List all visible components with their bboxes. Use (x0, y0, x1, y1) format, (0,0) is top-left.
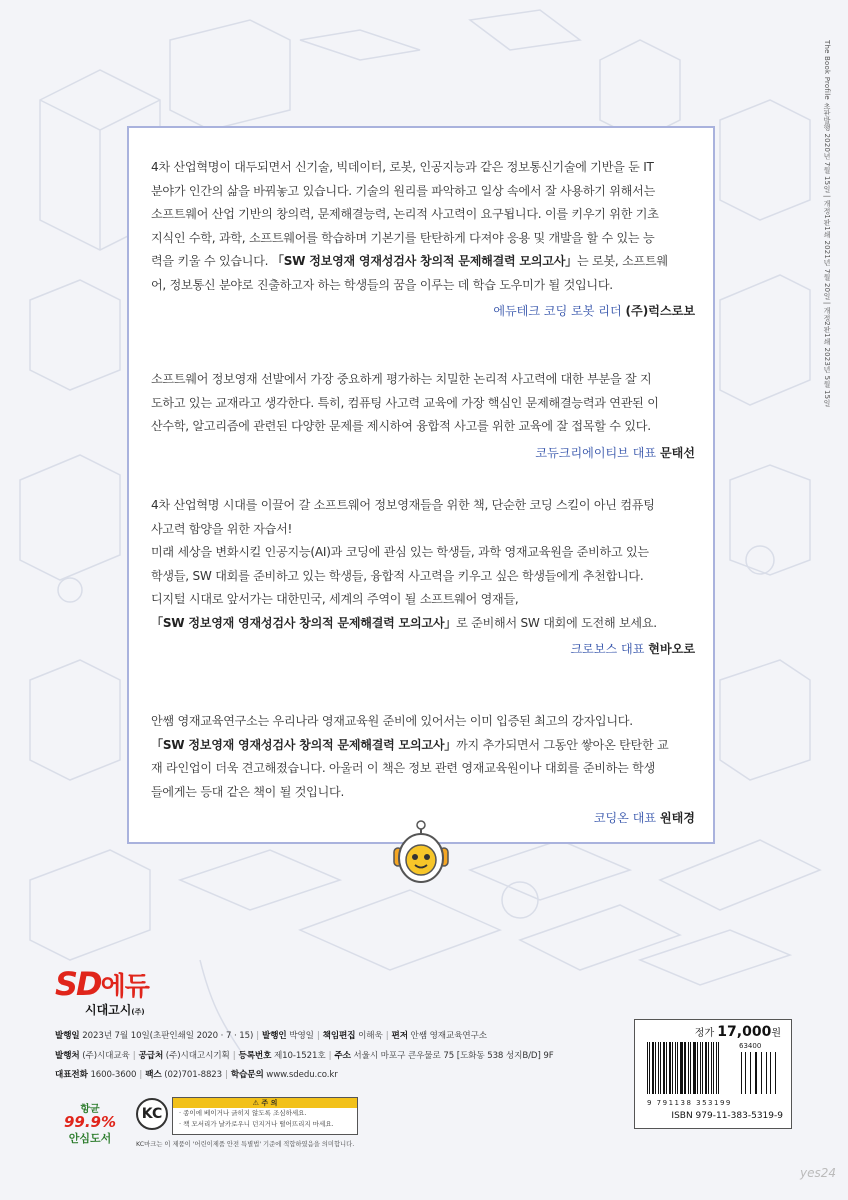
text-segment: 력을 키울 수 있습니다. (151, 254, 272, 268)
barcode-icon (645, 1042, 781, 1097)
text-line (151, 156, 695, 180)
text-segment: 소프트웨어 정보영재 선발에서 가장 중요하게 평가하는 치밀한 논리적 사고력에 대한 부분을 잘 지 (151, 372, 652, 386)
recommendation-frame (127, 126, 715, 844)
barcode-bar (655, 1042, 656, 1094)
barcode-bar (677, 1042, 678, 1094)
barcode-bar (700, 1042, 701, 1094)
barcode-bar (663, 1042, 665, 1094)
separator: | (232, 1050, 236, 1061)
text-segment: 미래 세상을 변화시킬 인공지능(AI)과 코딩에 관심 있는 학생들, 과학 영재교육원을 준비하고 있는 (151, 545, 649, 559)
text-line (151, 392, 695, 416)
publication-row-1 (55, 1027, 554, 1047)
recommendation-text (151, 494, 695, 635)
isbn: ISBN 979-11-383-5319-9 (671, 1111, 783, 1121)
text-segment: 지식인 수학, 과학, 소프트웨어를 학습하며 기본기를 탄탄하게 다져야 응용 및 개발을 할 수 있는 능 (151, 230, 655, 245)
recommender-signature (151, 302, 695, 319)
barcode-bar (750, 1052, 751, 1094)
text-line (151, 415, 695, 439)
book-title-text: 「SW 정보영재 영재성검사 창의적 문제해결력 모의고사」 (271, 254, 577, 268)
text-line (151, 518, 695, 542)
publication-info (55, 1027, 554, 1086)
separator: | (256, 1031, 259, 1041)
antibacterial-badge (55, 1100, 125, 1148)
barcode-bar (755, 1052, 757, 1094)
text-line (151, 180, 695, 204)
kc-mark-icon: KC (136, 1098, 168, 1130)
text-segment: 사고력 함양을 위한 자습서! (151, 521, 293, 536)
barcode-bar (675, 1042, 676, 1094)
book-title-text: 「SW 정보영재 영재성검사 창의적 문제해결력 모의고사」 (151, 615, 457, 630)
barcode-bar (716, 1042, 717, 1094)
barcode-bar (745, 1052, 746, 1094)
info-key: 발행일 (55, 1031, 80, 1041)
robot-mascot-icon (386, 820, 456, 890)
barcode-bar (705, 1042, 707, 1094)
info-value: (주)시대교육 (79, 1050, 130, 1061)
caution-title: ⚠ 주 의 (173, 1098, 357, 1108)
info-key: 팩스 (145, 1070, 162, 1080)
badge-line-1: 항균 (80, 1104, 100, 1115)
barcode-bar (761, 1052, 762, 1094)
info-key: 등록번호 (238, 1050, 272, 1061)
barcode-bar (660, 1042, 661, 1094)
text-line (151, 781, 695, 805)
info-value: www.sdedu.co.kr (263, 1070, 338, 1080)
price-label: 정가 (694, 1028, 715, 1039)
recommender-name: (주)럭스로보 (625, 304, 695, 318)
publication-row-3 (55, 1066, 554, 1086)
text-segment: 안쌤 영재교육연구소는 우리나라 영재교육원 준비에 있어서는 이미 입증된 최고의 강자입니다. (151, 714, 633, 728)
text-segment: 도하고 있는 교재라고 생각한다. 특히, 컴퓨팅 사고력 교육에 가장 핵심인 문제해결능력과 연관된 이 (151, 395, 659, 410)
recommender-role: 코듀크리에이티브 대표 (535, 445, 657, 460)
barcode-bar (713, 1042, 714, 1094)
recommender-name: 문태선 (659, 445, 695, 460)
separator: | (139, 1070, 143, 1080)
text-line (151, 612, 695, 636)
info-value: (주)시대고시기획 (163, 1050, 230, 1061)
logo-sd: SD (55, 965, 101, 1003)
text-segment: 어, 정보통신 분야로 진출하고자 하는 학생들의 꿈을 이루는 데 학습 도우미가 될 것입니다. (151, 277, 613, 292)
text-segment: 는 로봇, 소프트웨 (577, 254, 668, 268)
info-key: 공급처 (138, 1050, 164, 1061)
barcode-bar (718, 1042, 719, 1094)
info-value: 1600-3600 (87, 1070, 137, 1080)
caution-item-2: · 책 모서리가 날카로우니 던지거나 떨어뜨리지 마세요. (179, 1120, 334, 1128)
separator: | (328, 1050, 332, 1061)
barcode-bar (658, 1042, 659, 1094)
text-line (151, 368, 695, 392)
text-segment: 학생들, SW 대회를 준비하고 있는 학생들, 융합적 사고력을 키우고 싶은 학생들에게 추천합니다. (151, 568, 644, 583)
text-segment: 재 라인업이 더욱 견고해졌습니다. 아울러 이 책은 정보 관련 영재교육원이나 대회를 준비하는 학생 (151, 761, 656, 775)
info-key: 발행인 (262, 1031, 287, 1041)
info-value: 박영일 (286, 1031, 314, 1041)
watermark: yes24 (800, 1166, 837, 1180)
recommender-name: 현바오로 (648, 642, 695, 656)
text-line (151, 227, 695, 251)
barcode-bar (680, 1042, 683, 1094)
barcode-bar (690, 1042, 691, 1094)
barcode-bar (672, 1042, 673, 1094)
recommender-name: 원태경 (659, 811, 695, 825)
text-segment: 로 준비해서 SW 대회에 도전해 보세요. (456, 615, 657, 630)
price (695, 1024, 781, 1040)
info-key: 학습문의 (230, 1070, 264, 1080)
barcode-bar (770, 1052, 771, 1094)
info-value: 안쌤 영재교육연구소 (407, 1031, 487, 1041)
recommendation-text (151, 156, 695, 297)
info-value: (02)701-8823 (161, 1070, 223, 1080)
recommender-role: 에듀테크 코딩 로봇 리더 (493, 304, 622, 318)
badge-line-3: 안심도서 (68, 1132, 112, 1145)
separator: | (132, 1050, 136, 1061)
recommendation-section-3 (151, 494, 695, 657)
text-segment: 4차 산업혁명 시대를 이끌어 갈 소프트웨어 정보영재들을 위한 책, 단순한 코딩 스킬이 아닌 컴퓨팅 (151, 498, 655, 512)
barcode-bar (697, 1042, 698, 1094)
text-line (151, 541, 695, 565)
text-segment: 4차 산업혁명이 대두되면서 신기술, 빅데이터, 로봇, 인공지능과 같은 정보통신기술에 기반을 둔 IT (151, 160, 654, 174)
text-line (151, 710, 695, 734)
text-line (151, 203, 695, 227)
recommender-role: 크로보스 대표 (570, 642, 645, 656)
barcode-bar (702, 1042, 703, 1094)
recommendation-text (151, 710, 695, 804)
barcode-bar (711, 1042, 712, 1094)
barcode-bar (741, 1052, 742, 1094)
text-segment: 들에게는 등대 같은 책이 될 것입니다. (151, 784, 345, 799)
recommendation-section-1 (151, 156, 695, 319)
price-barcode-box (634, 1019, 792, 1129)
barcode-bar (652, 1042, 654, 1094)
caution-box (172, 1097, 358, 1135)
info-value: 제10-1521호 (271, 1050, 326, 1061)
barcode-digits: 9 791138 353199 (647, 1099, 732, 1107)
text-segment: 까지 추가되면서 그동안 쌓아온 탄탄한 교 (456, 737, 669, 752)
info-key: 대표전화 (55, 1070, 88, 1080)
kc-note: KC마크는 이 제품이 '어린이제품 안전 특별법' 기준에 적합하였음을 의미합니다. (136, 1141, 355, 1148)
barcode-addon: 63400 (739, 1042, 762, 1050)
info-value: 서울시 마포구 큰우물로 75 [도화동 538 성지B/D] 9F (350, 1050, 554, 1061)
recommendation-section-2 (151, 368, 695, 461)
logo-edu: 에듀 (100, 972, 149, 1002)
recommender-signature (151, 444, 695, 461)
text-segment: 디지털 시대로 앞서가는 대한민국, 세계의 주역이 될 소프트웨어 영재들, (151, 592, 519, 606)
text-line (151, 588, 695, 612)
recommendation-text (151, 368, 695, 439)
recommender-signature (151, 640, 695, 657)
book-title-text: 「SW 정보영재 영재성검사 창의적 문제해결력 모의고사」 (151, 737, 457, 752)
publication-row-2 (55, 1047, 554, 1067)
price-unit: 원 (771, 1028, 781, 1039)
info-value: 이해욱 (355, 1031, 383, 1041)
barcode-bar (649, 1042, 650, 1094)
text-line (151, 250, 695, 274)
caution-item-1: · 종이에 베이거나 긁히지 않도록 조심하세요. (179, 1109, 307, 1117)
info-key: 편저 (391, 1031, 408, 1041)
text-line (151, 494, 695, 518)
info-value: 2023년 7월 10일(초판인쇄일 2020 · 7 · 15) (79, 1031, 254, 1041)
text-segment: 소프트웨어 산업 기반의 창의력, 문제해결능력, 논리적 사고력이 요구됩니다. 이를 키우기 위한 기초 (151, 207, 659, 221)
text-segment: 분야가 인간의 삶을 바꿔놓고 있습니다. 기술의 원리를 파악하고 일상 속에서 잘 사용하기 위해서는 (151, 183, 656, 198)
recommender-role: 코딩온 대표 (593, 811, 657, 825)
info-key: 책임편집 (322, 1031, 356, 1041)
text-segment: 산수학, 알고리즘에 관련된 다양한 문제를 제시하여 융합적 사고를 위한 교육에 잘 접목할 수 있다. (151, 419, 651, 433)
publisher-logo (55, 965, 149, 1018)
info-key: 주소 (334, 1050, 351, 1061)
separator: | (385, 1031, 389, 1041)
barcode-bar (693, 1042, 696, 1094)
barcode-bar (684, 1042, 686, 1094)
barcode-bar (647, 1042, 648, 1094)
barcode-bar (708, 1042, 709, 1094)
text-line (151, 757, 695, 781)
text-line (151, 565, 695, 589)
info-key: 발행처 (55, 1050, 80, 1061)
logo-sub-suffix: (주) (131, 1008, 145, 1016)
text-line (151, 274, 695, 298)
separator: | (316, 1031, 320, 1041)
separator: | (225, 1070, 228, 1080)
text-line (151, 734, 695, 758)
barcode-bar (775, 1052, 776, 1094)
book-profile-side-text: The Book Profile 초판발행 2020년 7월 15일 | 개정1판1쇄 2021년 7월 20일 | 개정2판1쇄 2023년 5월 15일 (823, 40, 831, 407)
barcode-bar (766, 1052, 767, 1094)
barcode-bar (669, 1042, 671, 1094)
recommendation-section-4 (151, 710, 695, 826)
badge-line-2: 99.9% (63, 1113, 117, 1131)
price-value: 17,000 (717, 1024, 772, 1040)
barcode-bar (688, 1042, 689, 1094)
logo-sub: 시대고시 (85, 1003, 132, 1017)
barcode-bar (666, 1042, 667, 1094)
